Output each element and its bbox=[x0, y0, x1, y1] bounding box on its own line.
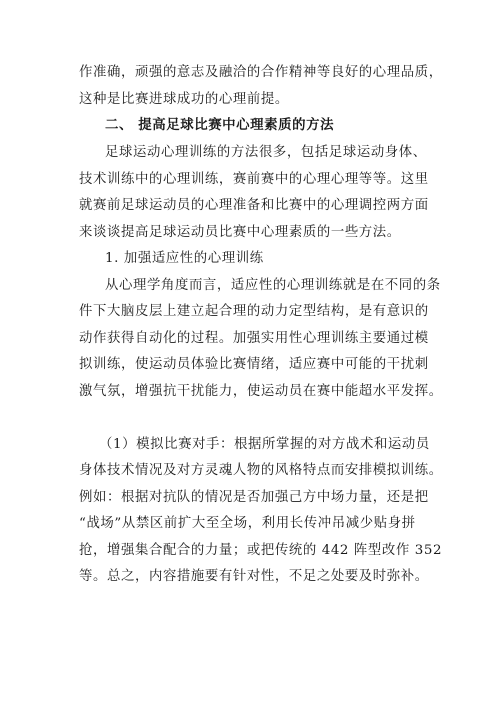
subsection-1-heading: 1. 加强适应性的心理训练 bbox=[105, 251, 264, 266]
methods-line-2: 技术训练中的心理训练，赛前赛中的心理心理等等。这里 bbox=[79, 172, 429, 187]
adapt-line-4: 拟训练，使运动员体验比赛情绪，适应赛中可能的干扰刺 bbox=[79, 357, 429, 372]
simulate-line-6: 等。总之，内容措施要有针对性，不足之处要及时弥补。 bbox=[79, 569, 429, 584]
adapt-line-1: 从心理学角度而言，适应性的心理训练就是在不同的条 bbox=[105, 278, 441, 293]
adapt-line-3: 动作获得自动化的过程。加强实用性心理训练主要通过模 bbox=[79, 331, 429, 346]
simulate-line-1: （1）模拟比赛对手：根据所掌握的对方战术和运动员 bbox=[99, 437, 430, 452]
methods-line-3: 就赛前足球运动员的心理准备和比赛中的心理调控两方面 bbox=[79, 198, 429, 213]
adapt-line-5: 激气氛，增强抗干扰能力，使运动员在赛中能超水平发挥。 bbox=[79, 384, 443, 399]
intro-line-2: 这种是比赛进球成功的心理前提。 bbox=[79, 92, 289, 107]
simulate-line-2: 身体技术情况及对方灵魂人物的风格特点而安排模拟训练。 bbox=[79, 463, 443, 478]
simulate-line-5: 抢，增强集合配合的力量；或把传统的 442 阵型改作 352 bbox=[79, 543, 443, 558]
methods-line-4: 来谈谈提高足球运动员比赛中心理素质的一些方法。 bbox=[79, 225, 401, 240]
section-2-heading: 二、 提高足球比赛中心理素质的方法 bbox=[105, 117, 335, 133]
intro-line-1: 作准确，顽强的意志及融洽的合作精神等良好的心理品质， bbox=[79, 65, 443, 80]
adapt-line-2: 件下大脑皮层上建立起合理的动力定型结构，是有意识的 bbox=[79, 304, 429, 319]
simulate-line-4: “战场”从禁区前扩大至全场，利用长传冲吊减少贴身拼 bbox=[79, 516, 416, 531]
methods-line-1: 足球运动心理训练的方法很多，包括足球运动身体、 bbox=[105, 145, 427, 160]
simulate-line-3: 例如：根据对抗队的情况是否加强己方中场力量，还是把 bbox=[79, 490, 429, 505]
